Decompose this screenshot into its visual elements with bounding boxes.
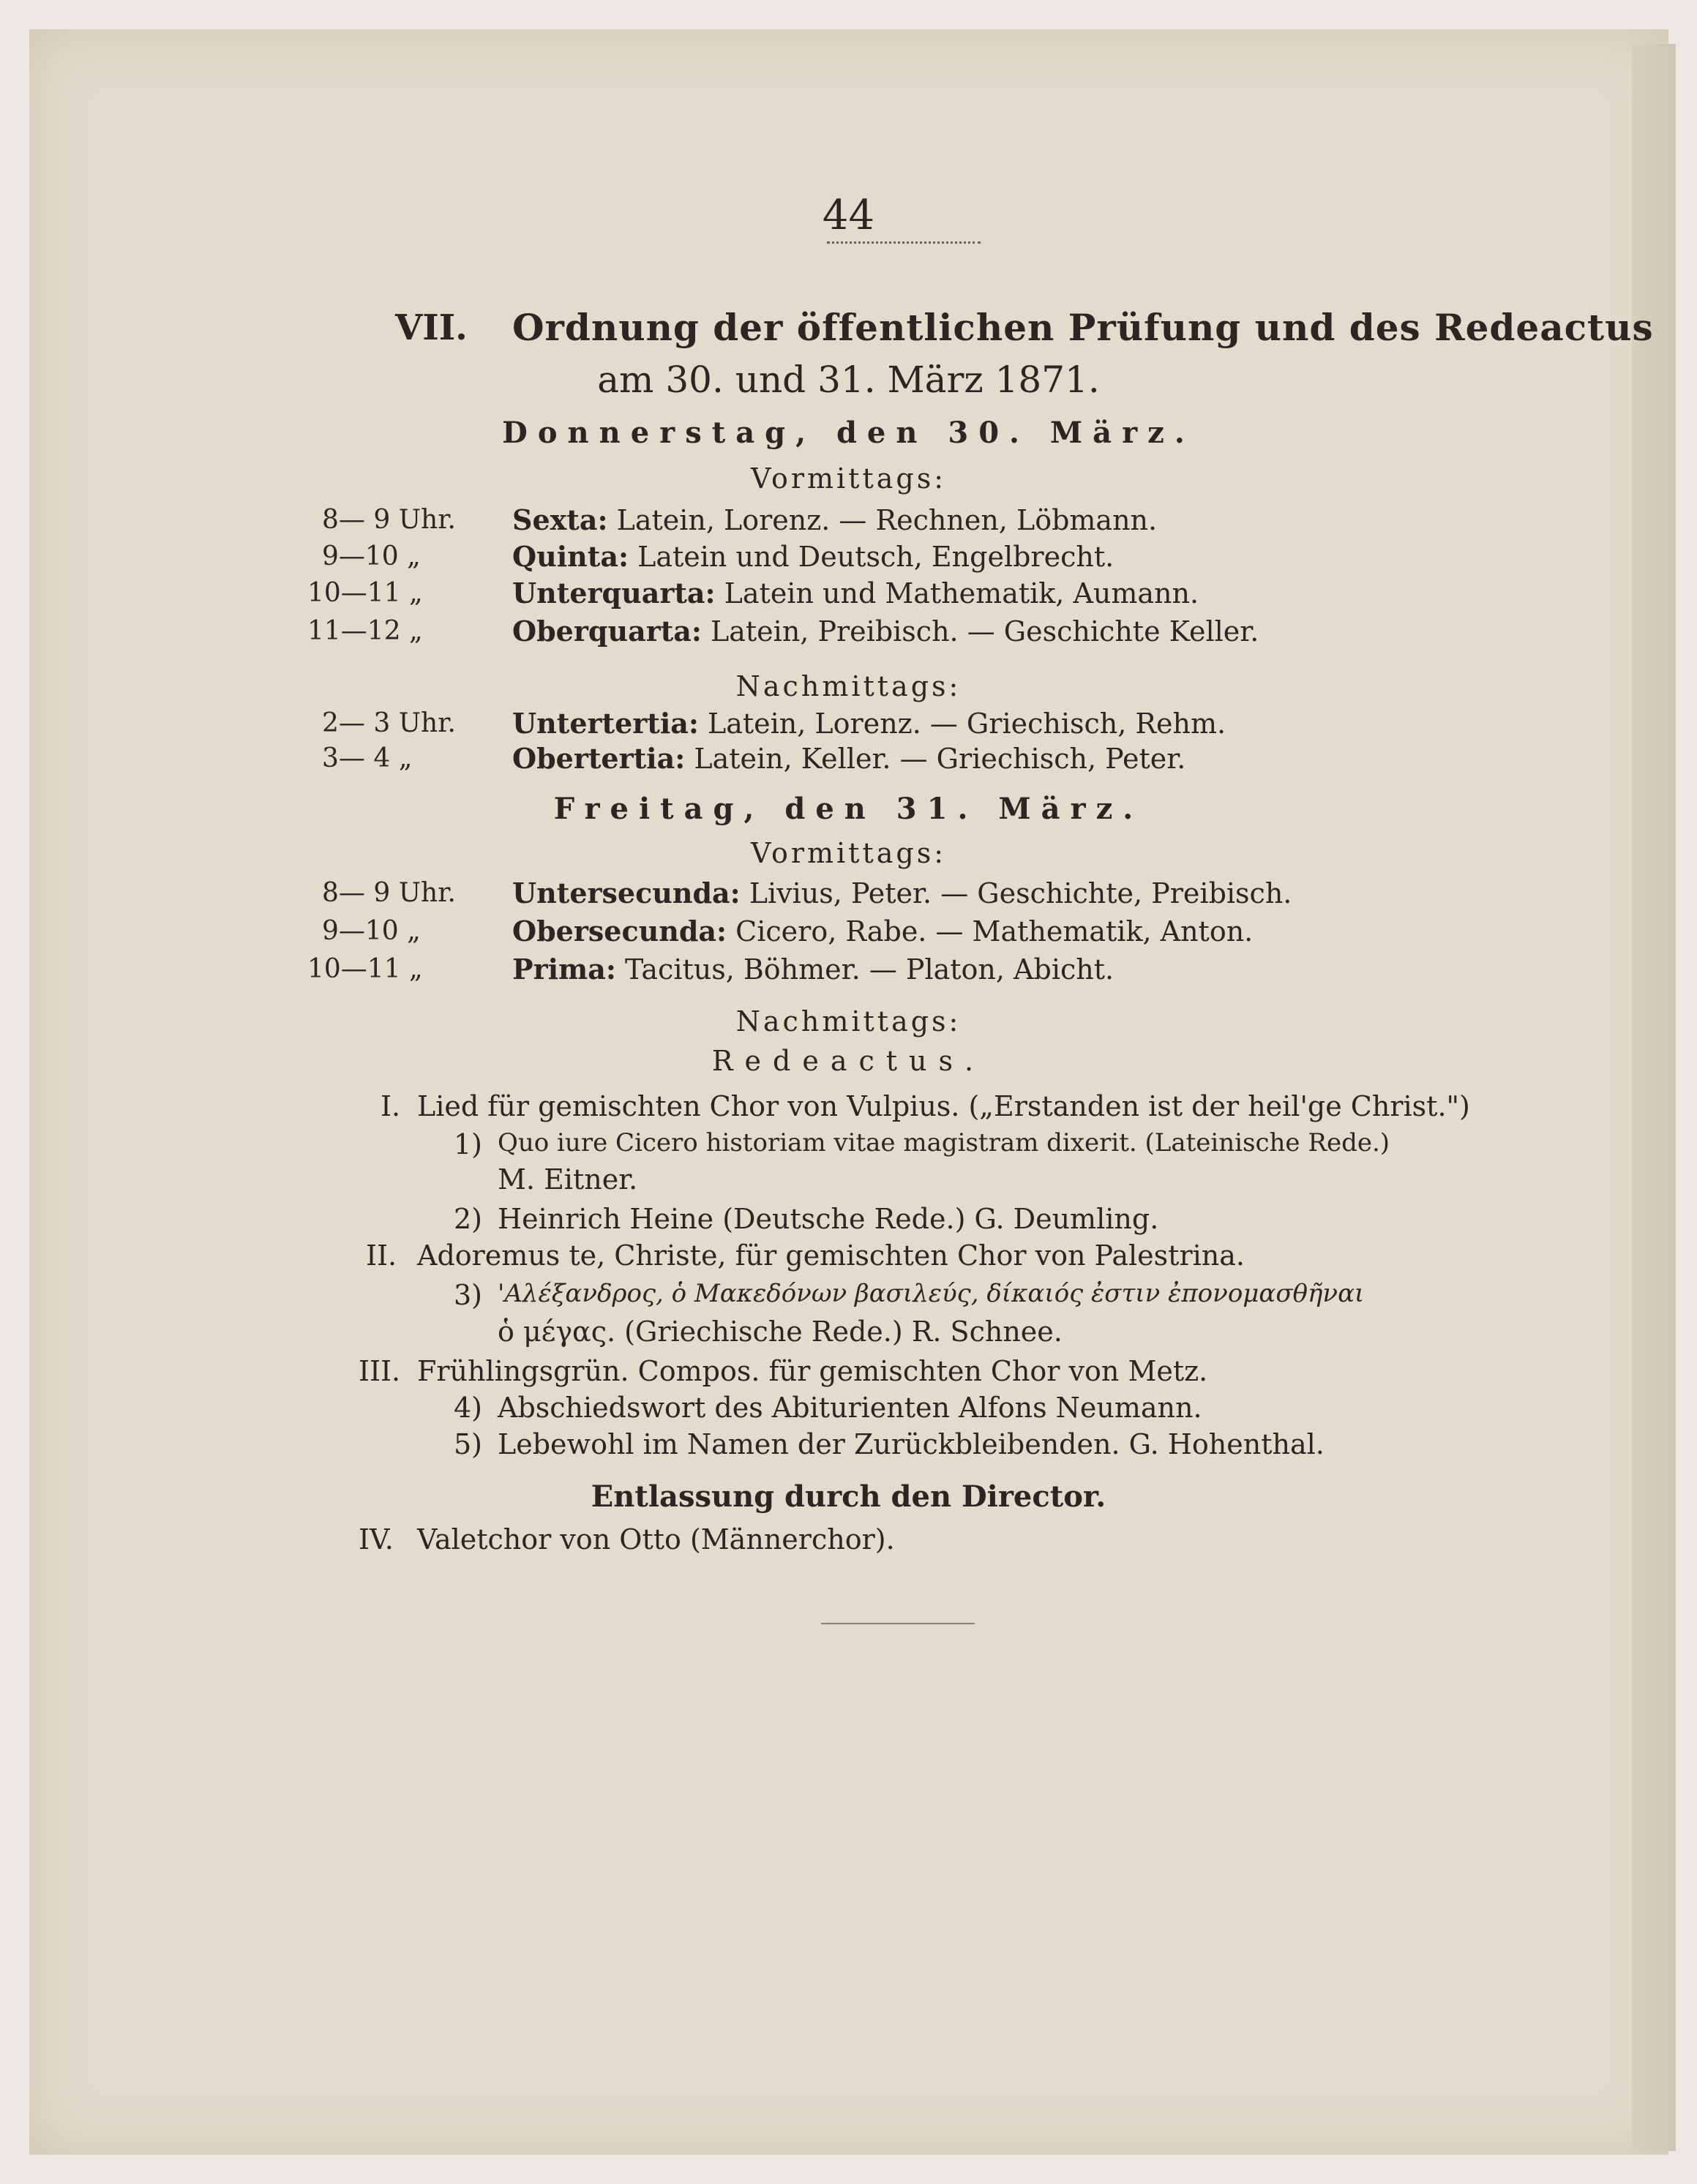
entlassung-heading: Entlassung durch den Director.: [591, 1479, 1106, 1514]
program-item-text: ὁ μέγας. (Griechische Rede.) R. Schnee.: [498, 1316, 1063, 1348]
class-name: Obertertia:: [512, 742, 686, 775]
page-number-ornament: [827, 241, 981, 244]
program-item-text: 'Αλέξανδρος, ὁ Μακεδόνων βασιλεύς, δίκαιός ἐστιν ἐπονομασθῆναι: [498, 1279, 1365, 1308]
row-time: 8— 9 Uhr.: [322, 505, 456, 535]
program-item-text: Abschiedswort des Abiturienten Alfons Neumann.: [498, 1392, 1202, 1424]
row-text: Latein und Mathematik, Aumann.: [724, 577, 1199, 609]
program-item-text: M. Eitner.: [498, 1163, 638, 1196]
program-item-number: IV.: [359, 1523, 394, 1556]
class-name: Prima:: [512, 953, 616, 986]
class-name: Untersecunda:: [512, 877, 741, 909]
schedule-row: [512, 577, 1199, 609]
row-time: 8— 9 Uhr.: [322, 878, 456, 908]
row-text: Livius, Peter. — Geschichte, Preibisch.: [749, 877, 1292, 909]
program-item-number: I.: [381, 1090, 401, 1122]
row-text: Latein, Keller. — Griechisch, Peter.: [694, 743, 1186, 775]
row-text: Latein, Lorenz. — Griechisch, Rehm.: [708, 708, 1226, 740]
section-date: am 30. und 31. März 1871.: [597, 359, 1100, 401]
row-text: Latein, Lorenz. — Rechnen, Löbmann.: [616, 504, 1158, 536]
program-item-text: Quo iure Cicero historiam vitae magistram dixerit. (Lateinische Rede.): [498, 1128, 1390, 1157]
row-time: 9—10 „: [322, 916, 421, 946]
period-label: Vormittags:: [750, 462, 946, 495]
row-text: Tacitus, Böhmer. — Platon, Abicht.: [624, 953, 1115, 986]
class-name: Oberquarta:: [512, 615, 702, 648]
schedule-row: [512, 615, 1259, 648]
program-item-number: III.: [359, 1355, 401, 1387]
class-name: Sexta:: [512, 503, 608, 536]
schedule-row: [512, 953, 1114, 986]
schedule-row: [512, 707, 1226, 740]
schedule-row: [512, 503, 1157, 536]
day-title: Donnerstag, den 30. März.: [502, 416, 1195, 450]
program-item-number: 5): [454, 1428, 483, 1460]
row-text: Latein, Preibisch. — Geschichte Keller.: [711, 615, 1259, 648]
row-time: 10—11 „: [307, 954, 423, 984]
closing-rule: [821, 1623, 975, 1624]
period-label: Vormittags:: [750, 837, 946, 869]
schedule-row: [512, 540, 1114, 573]
section-title: Ordnung der öffentlichen Prüfung und des Redeactus: [512, 306, 1654, 349]
program-item-number: 1): [454, 1128, 483, 1160]
row-time: 2— 3 Uhr.: [322, 708, 456, 738]
program-item-number: 3): [454, 1279, 483, 1311]
day-title: Freitag, den 31. März.: [553, 792, 1144, 826]
program-item-text: Frühlingsgrün. Compos. für gemischten Chor von Metz.: [417, 1355, 1208, 1387]
period-label: Nachmittags:: [735, 670, 962, 702]
page-number: 44: [822, 192, 875, 239]
program-item-number: 2): [454, 1203, 483, 1235]
schedule-row: [512, 877, 1292, 909]
class-name: Unterquarta:: [512, 577, 716, 609]
class-name: Obersecunda:: [512, 915, 727, 947]
schedule-row: [512, 742, 1185, 775]
period-label: Nachmittags:: [735, 1005, 962, 1037]
program-item-text: Valetchor von Otto (Männerchor).: [417, 1523, 895, 1556]
row-text: Cicero, Rabe. — Mathematik, Anton.: [735, 915, 1254, 947]
program-item-text: Lied für gemischten Chor von Vulpius. („Erstanden ist der heil'ge Christ."): [417, 1090, 1470, 1122]
program-item-number: II.: [366, 1239, 397, 1272]
row-time: 10—11 „: [307, 578, 423, 608]
program-item-text: Lebewohl im Namen der Zurückbleibenden. G. Hohenthal.: [498, 1428, 1325, 1460]
program-item-number: 4): [454, 1392, 483, 1424]
row-time: 3— 4 „: [322, 743, 413, 773]
program-item-text: Adoremus te, Christe, für gemischten Chor von Palestrina.: [417, 1239, 1245, 1272]
row-text: Latein und Deutsch, Engelbrecht.: [637, 541, 1115, 573]
section-number: VII.: [395, 307, 468, 348]
redeactus-title: Redeactus.: [711, 1045, 986, 1077]
row-time: 9—10 „: [322, 541, 421, 571]
class-name: Untertertia:: [512, 707, 699, 740]
class-name: Quinta:: [512, 540, 629, 573]
row-time: 11—12 „: [307, 616, 423, 646]
schedule-row: [512, 915, 1253, 947]
program-item-text: Heinrich Heine (Deutsche Rede.) G. Deumling.: [498, 1203, 1159, 1235]
